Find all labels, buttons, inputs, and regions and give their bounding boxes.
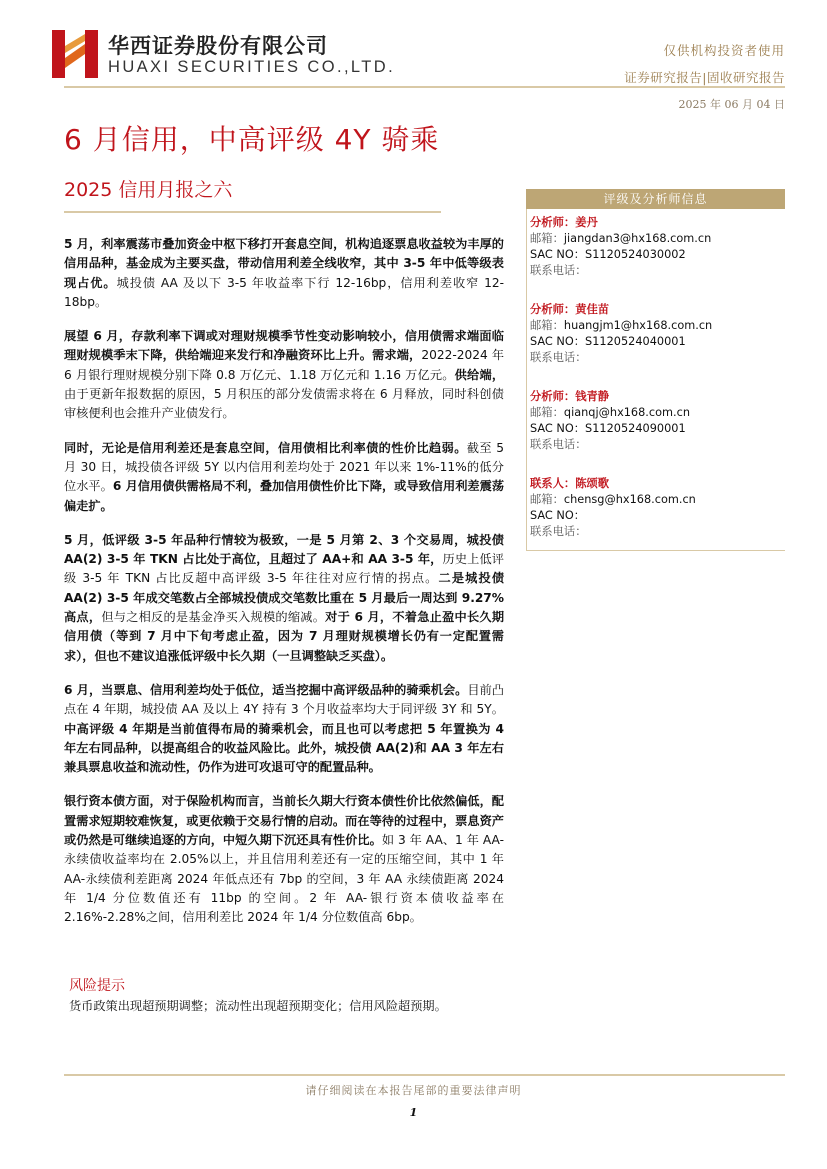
analyst-entry [530, 476, 785, 540]
analyst-sac [530, 508, 785, 524]
body-paragraph [64, 235, 504, 312]
bold-text-run: 中高评级 4 年期是当前值得布局的骑乘机会，而且也可以考虑把 5 年置换为 4 年左右同品种，以提高组合的收益风险比。此外，城投债 AA(2)和 AA 3 年左右兼具票息收益和流动性，仍作为进可攻退可守的配置品种。 [64, 721, 504, 775]
analyst-email [530, 492, 785, 508]
analyst-name [530, 476, 785, 492]
email-label: 邮箱： [530, 232, 564, 245]
sac-label: SAC NO： [530, 335, 586, 348]
analyst-name-text: 黄佳苗 [575, 303, 610, 316]
text-run: 城投债 AA 及以下 3-5 年收益率下行 12-16bp，信用利差收窄 12-18bp。 [64, 275, 505, 309]
bold-text-run: 5 月，利率震荡市叠加资金中枢下移打开套息空间，机构追逐票息收益较为丰厚的信用品种，基金成为主要买盘，带动信用利差全线收窄，其中 3-5 年中低等级表现占优。 [64, 237, 504, 290]
company-name-en: HUAXI SECURITIES CO.,LTD. [108, 58, 396, 76]
sac-number: S1120524090001 [585, 422, 686, 435]
analyst-role: 分析师： [530, 390, 576, 403]
bold-text-run: 展望 6 月，存款利率下调或对理财规模季节性变动影响较小，信用债需求端面临理财规模季末下降，供给端迎来发行和净融资环比上升。需求端， [64, 329, 504, 363]
spacer [530, 453, 785, 470]
body-paragraph [64, 327, 504, 423]
bold-text-run: 同时，无论是信用利差还是套息空间，信用债相比利率债的性价比趋弱。 [64, 440, 467, 455]
body-paragraph [64, 439, 504, 516]
bold-text-run: 银行资本债方面，对于保险机构而言，当前长久期大行资本债性价比依然偏低，配置需求短期较难恢复，或更依赖于交易行情的启动。而在等待的过程中，票息资产或仍然是可继续追逐的方向，中短久期下沉还具有性价比。 [64, 794, 504, 848]
email-label: 邮箱： [530, 406, 564, 419]
phone-label: 联系电话： [530, 351, 587, 364]
bold-text-run: 供给端， [454, 367, 505, 382]
phone-label: 联系电话： [530, 264, 587, 277]
analyst-sac [530, 247, 785, 263]
analyst-name [530, 302, 785, 318]
company-logo-icon [50, 28, 100, 80]
risk-text: 货币政策出现超预期调整；流动性出现超预期变化；信用风险超预期。 [69, 999, 447, 1013]
sac-label: SAC NO： [530, 509, 586, 522]
analyst-email [530, 405, 785, 421]
page-number: 1 [409, 1106, 418, 1119]
header-divider [64, 86, 785, 88]
analyst-email [530, 318, 785, 334]
subtitle-divider [64, 211, 441, 213]
analyst-phone [530, 524, 785, 540]
text-run: 历史上低评级 3-5 年 TKN 占比反超中高评级 3-5 年往往对应行情的拐点。 [64, 552, 504, 586]
bold-text-run: 6 月信用债供需格局不利，叠加信用债性价比下降，或导致信用利差震荡偏走扩。 [64, 479, 505, 513]
body-paragraph [64, 681, 504, 777]
analyst-role: 分析师： [530, 303, 576, 316]
analyst-entry [530, 302, 785, 366]
analyst-entry [530, 215, 785, 279]
analyst-name [530, 389, 785, 405]
email-label: 邮箱： [530, 319, 564, 332]
footer-divider [64, 1074, 785, 1076]
analyst-info-panel [526, 189, 785, 551]
text-run: 但与之相反的是基金净买入规模的缩减。 [101, 610, 326, 625]
bold-text-run: 对于 6 月，不着急止盈中长久期信用债（等到 7 月中下旬考虑止盈，因为 7 月理财规模增长仍有一定配置需求），但也不建议追涨低评级中长久期（一旦调整缺乏买盘）。 [64, 610, 505, 663]
email-link[interactable]: qianqj@hx168.com.cn [563, 406, 690, 419]
sac-label: SAC NO： [530, 248, 586, 261]
analyst-name [530, 215, 785, 231]
analyst-role: 分析师： [530, 216, 576, 229]
risk-title: 风险提示 [69, 978, 125, 994]
text-run: 2022-2024 年 6 月银行理财规模分别下降 0.8 万亿元、1.18 万亿元和 1.16 万亿元。 [64, 348, 505, 382]
bold-text-run: 6 月，当票息、信用利差均处于低位，适当挖掘中高评级品种的骑乘机会。 [64, 682, 468, 697]
body-paragraph [64, 531, 504, 666]
body-paragraph [64, 792, 504, 927]
analyst-name-text: 姜丹 [575, 216, 598, 229]
email-link[interactable]: huangjm1@hx168.com.cn [563, 319, 713, 332]
analyst-phone [530, 263, 785, 279]
analyst-name-text: 钱青静 [575, 390, 610, 403]
analyst-sac [530, 421, 785, 437]
analyst-email [530, 231, 785, 247]
spacer [530, 279, 785, 296]
text-run: 如 3 年 AA、1 年 AA-永续债收益率均在 2.05%以上，并且信用利差还有一定的压缩空间，其中 1 年 AA-永续债利差距离 2024 年低点还有 7bp 的空间，3 年 AA 永续债距离 2024 年 1/4 分位数值还有 11bp 的空间。2 年 AA-银行资本债收益率在 2.16%-2.28%之间，信用利差比 2024 年 1/4 分位数值高 6bp。 [64, 833, 504, 925]
analyst-phone [530, 350, 785, 366]
audience-note: 仅供机构投资者使用 [663, 43, 785, 58]
legal-notice: 请仔细阅读在本报告尾部的重要法律声明 [305, 1084, 522, 1097]
analyst-phone [530, 437, 785, 453]
phone-label: 联系电话： [530, 438, 587, 451]
analyst-list [526, 209, 785, 551]
analyst-panel-header: 评级及分析师信息 [526, 189, 785, 209]
sac-label: SAC NO： [530, 422, 586, 435]
spacer [530, 366, 785, 383]
email-label: 邮箱： [530, 493, 564, 506]
email-link[interactable]: jiangdan3@hx168.com.cn [563, 232, 712, 245]
report-date: 2025 年 06 月 04 日 [678, 98, 785, 111]
page-subtitle: 2025 信用月报之六 [64, 179, 233, 201]
analyst-role: 联系人： [530, 477, 576, 490]
company-name-cn: 华西证券股份有限公司 [108, 34, 328, 58]
analyst-sac [530, 334, 785, 350]
email-link[interactable]: chensg@hx168.com.cn [563, 493, 696, 506]
text-run: 由于更新年报数据的原因，5 月积压的部分发债需求将在 6 月释放，同时科创债审核便利也会推升产业债发行。 [64, 387, 504, 421]
sac-number: S1120524030002 [585, 248, 686, 261]
text-run: 截至 5 月 30 日，城投债各评级 5Y 以内信用利差均处于 2021 年以来 1%-11%的低分位水平。 [64, 440, 504, 494]
bold-text-run: 5 月，低评级 3-5 年品种行情较为极致，一是 5 月第 2、3 个交易周，城投债 AA(2) 3-5 年 TKN 占比处于高位，且超过了 AA+和 AA 3-5 年， [64, 532, 504, 567]
sac-number: S1120524040001 [585, 335, 686, 348]
text-run: 目前凸点在 4 年期，城投债 AA 及以上 4Y 持有 3 个月收益率均大于同评级 3Y 和 5Y。 [64, 682, 504, 717]
report-type: 证券研究报告|固收研究报告 [624, 70, 785, 85]
analyst-name-text: 陈颂歌 [575, 477, 610, 490]
bold-text-run: 二是城投债 AA(2) 3-5 年成交笔数占全部城投债成交笔数比重在 5 月最后一周达到 9.27%高点， [64, 571, 505, 625]
page-title: 6 月信用，中高评级 4Y 骑乘 [64, 123, 440, 156]
report-body [64, 235, 504, 943]
phone-label: 联系电话： [530, 525, 587, 538]
analyst-entry [530, 389, 785, 453]
